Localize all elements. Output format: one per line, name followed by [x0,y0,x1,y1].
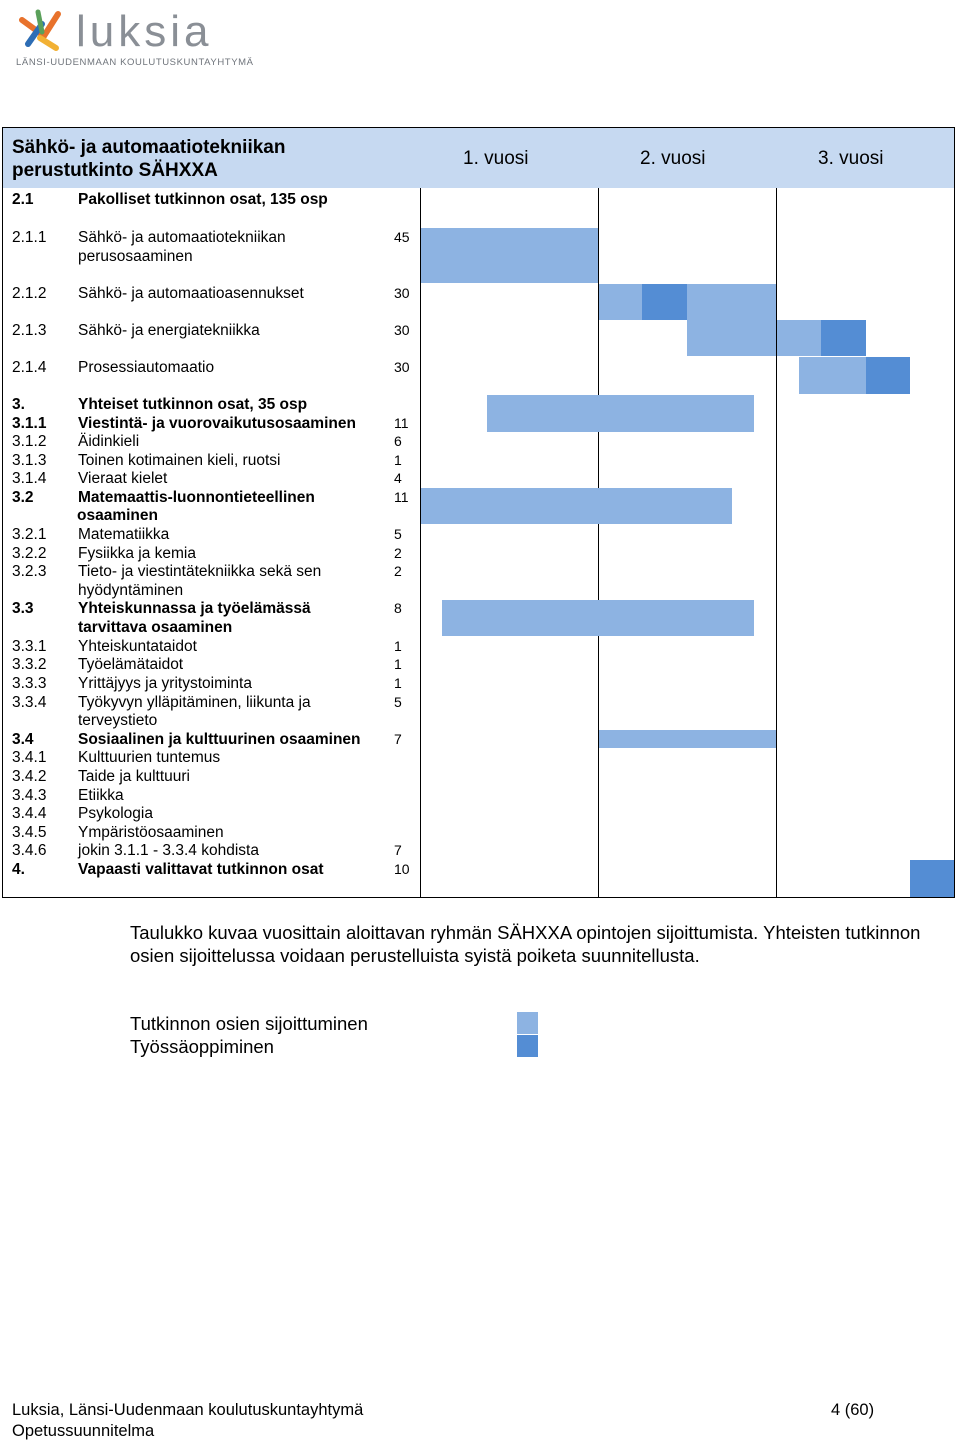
legend-swatch-work-learning [517,1035,538,1057]
page-number: 4 (60) [831,1401,875,1419]
bar-2-1-1 [421,228,598,283]
column-divider [420,188,421,897]
legend-swatch-placement [517,1012,538,1034]
table-title: Sähkö- ja automaatiotekniikan perustutkinto SÄHXXA [12,137,286,181]
bar-3-4 [599,730,776,748]
luksia-logo [14,6,254,70]
year-1-header: 1. vuosi [463,148,529,169]
year-3-header: 3. vuosi [818,148,884,169]
bar-2-1-4-work [866,357,910,394]
bar-2-1-2-work [642,284,687,320]
bar-2-1-4 [799,357,866,394]
legend-label-placement: Tutkinnon osien sijoittuminen [130,1013,368,1034]
column-divider [776,188,777,897]
footer-organization: Luksia, Länsi-Uudenmaan koulutuskuntayhtymä [12,1401,364,1419]
bar-3-2 [421,488,732,524]
year-2-header: 2. vuosi [640,148,706,169]
bar-2-1-3 [687,320,776,356]
bar-2-1-2 [687,284,776,320]
logo-subtitle: LÄNSI-UUDENMAAN KOULUTUSKUNTAYHTYMÄ [16,57,254,68]
table-caption: Taulukko kuvaa vuosittain aloittavan ryhmän SÄHXXA opintojen sijoittumista. Yhteisten tutkinnon osien sijoittelussa voidaan perustelluista syistä poiketa suunnitellusta. [130,922,921,966]
bar-2-1-2 [599,284,642,320]
bar-4-work [910,860,954,897]
bar-3-3 [442,600,754,636]
star-icon [14,6,74,56]
logo-wordmark: luksia [76,7,213,56]
legend-label-work-learning: Työssäoppiminen [130,1036,274,1057]
bar-3-1-1 [487,395,754,432]
bar-2-1-3 [777,320,821,356]
bar-2-1-3-work [821,320,866,356]
footer-document: Opetussuunnitelma [12,1422,155,1440]
